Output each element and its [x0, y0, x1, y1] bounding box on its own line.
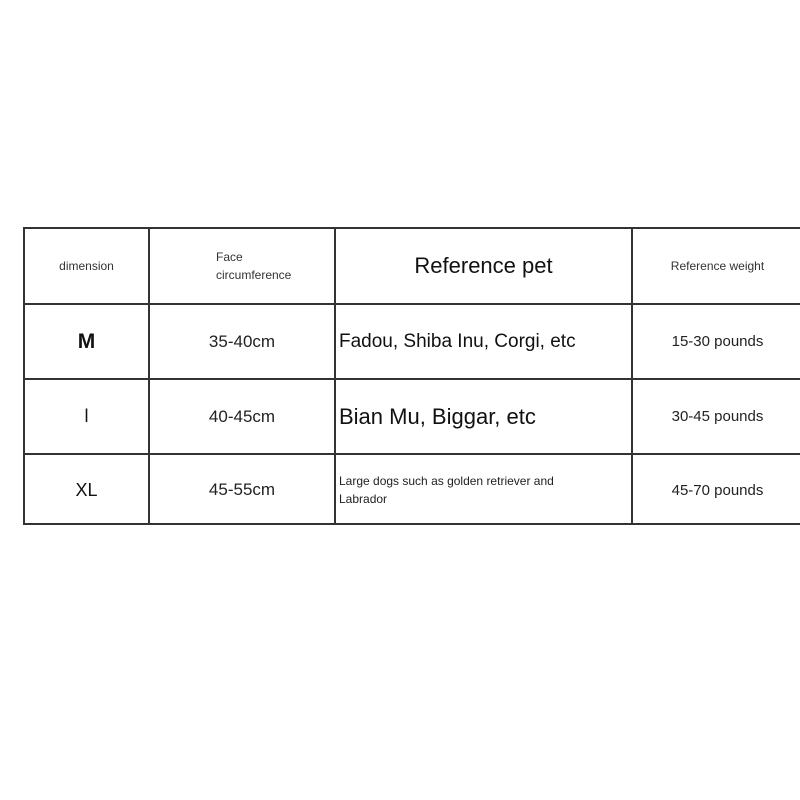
face-circumference-value: 45-55cm — [208, 480, 276, 499]
header-reference-pet: Reference pet — [414, 253, 553, 278]
table-row — [25, 303, 800, 378]
reference-weight-value: 30-45 pounds — [671, 408, 764, 425]
reference-pet-value: Fadou, Shiba Inu, Corgi, etc — [339, 330, 576, 352]
header-face-circumference-label: Face circumference — [216, 250, 292, 282]
table-row — [25, 453, 800, 525]
reference-pet-text: Large dogs such as golden retriever and Labrador — [339, 474, 554, 506]
face-circumference-value: 35-40cm — [208, 331, 276, 351]
size-dimension: M — [77, 329, 96, 353]
size-chart-table — [23, 227, 800, 525]
header-face-circumference — [150, 229, 334, 303]
size-dimension: l — [84, 406, 89, 426]
table-header-row — [25, 229, 800, 303]
header-reference-weight: Reference weight — [670, 259, 765, 273]
face-circumference-value: 40-45cm — [208, 406, 276, 426]
reference-weight-value: 45-70 pounds — [671, 481, 764, 499]
reference-pet-value — [336, 455, 631, 525]
reference-pet-value: Bian Mu, Biggar, etc — [339, 403, 536, 429]
reference-weight-value: 15-30 pounds — [671, 333, 764, 350]
header-dimension: dimension — [59, 259, 114, 273]
table-row — [25, 378, 800, 453]
size-dimension: XL — [75, 479, 98, 500]
